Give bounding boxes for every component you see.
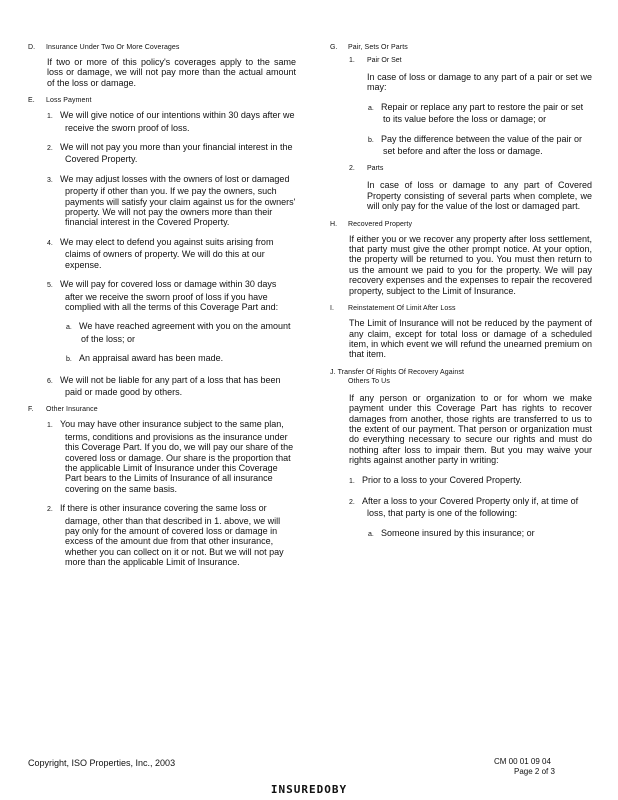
item-text: You may have other insurance subject to the same plan, terms, conditions and provisions as the insurance under this Coverage Part. If you do, we will pay our share of the covered loss or damage. Our share is the proportion that the applicable Limit of Insurance under this Coverage Part bears to the Limits of Insurance of all insurance covering on the same basis. xyxy=(60,419,294,494)
section-h-text: If either you or we recover any property after loss settlement, that party must give the other prompt notice. At your option, the property will be returned to you. You must then return to us the amount we paid to you for the property. We will pay recovery expenses and the expenses to repair the recovered property, subject to the Limit of Insurance. xyxy=(349,233,592,296)
section-d-heading xyxy=(28,44,296,51)
subsection-2-heading xyxy=(349,165,592,172)
right-column xyxy=(330,44,592,549)
item-number: 2. xyxy=(47,145,53,153)
list-item xyxy=(47,375,296,398)
item-text: We may elect to defend you against suits arising from claims of owners of property. We will do this at our expense. xyxy=(60,236,274,270)
section-title: J. Transfer Of Rights Of Recovery Against xyxy=(330,368,465,376)
item-number: 3. xyxy=(47,176,53,184)
page-number: Page 2 of 3 xyxy=(514,767,555,776)
list-item xyxy=(47,110,296,133)
item-text: We will not pay you more than your financial interest in the Covered Property. xyxy=(60,142,293,165)
list-item xyxy=(47,279,296,312)
item-number: 2. xyxy=(47,506,53,514)
item-number: 2. xyxy=(349,165,355,173)
item-text: Someone insured by this insurance; or xyxy=(381,527,535,538)
section-j-heading xyxy=(330,369,592,376)
section-f-heading xyxy=(28,406,296,413)
item-text: We will pay for covered loss or damage within 30 days after we receive the sworn proof of loss if you have complied with all the terms of this Coverage Part and: xyxy=(60,279,279,312)
item-text: An appraisal award has been made. xyxy=(79,353,224,364)
section-j-heading-cont xyxy=(348,378,592,385)
item-number: 1. xyxy=(349,57,355,64)
sub-item xyxy=(368,102,592,125)
item-number: 1. xyxy=(47,422,53,430)
subsection-2-text: In case of loss or damage to any part of Covered Property consisting of several parts when complete, we will only pay for the value of the lost or damaged part. xyxy=(367,180,592,212)
item-number: a. xyxy=(66,324,72,332)
brand-watermark: INSUREDOBY xyxy=(270,783,348,796)
item-text: We will give notice of our intentions within 30 days after we receive the sworn proof of loss. xyxy=(60,110,295,133)
item-number: 1. xyxy=(47,113,53,121)
subsection-title: Pair Or Set xyxy=(367,57,402,64)
item-number: a. xyxy=(368,530,374,538)
section-title: Insurance Under Two Or More Coverages xyxy=(46,44,180,51)
left-column xyxy=(28,44,296,577)
section-j-text: If any person or organization to or for whom we make payment under this Coverage Part has rights to recover damages from another, those rights are transferred to us to the extent of our payment. That person or organization must do everything necessary to secure our rights and must do nothing after loss to impair them. But you may waive your rights against another party in writing: xyxy=(349,392,592,466)
section-i-text: The Limit of Insurance will not be reduced by the payment of any claim, except for total loss or damage of a scheduled item, in which event we will refund the unearned premium on that item. xyxy=(349,318,592,360)
section-title: Recovered Property xyxy=(348,220,413,228)
list-item xyxy=(349,496,592,519)
subsection-title: Parts xyxy=(367,165,384,173)
section-title: Other Insurance xyxy=(46,406,98,414)
sub-item xyxy=(66,353,296,365)
section-letter: F. xyxy=(28,406,34,414)
section-i-heading xyxy=(330,305,592,312)
sub-item xyxy=(368,528,592,540)
item-number: b. xyxy=(368,136,374,144)
list-item xyxy=(47,503,296,567)
section-title: Pair, Sets Or Parts xyxy=(348,44,408,51)
subsection-1-heading xyxy=(349,57,592,64)
form-number: CM 00 01 09 04 xyxy=(494,757,551,766)
item-number: 6. xyxy=(47,377,53,385)
section-d-text: If two or more of this policy's coverages apply to the same loss or damage, we will not pay more than the actual amount of the loss or damage. xyxy=(47,57,296,88)
section-e-heading xyxy=(28,97,296,104)
section-h-heading xyxy=(330,221,592,228)
subsection-1-text: In case of loss or damage to any part of a pair or set we may: xyxy=(367,72,592,93)
section-letter: I. xyxy=(330,305,335,313)
item-number: a. xyxy=(368,104,374,112)
section-g-heading xyxy=(330,44,592,51)
item-text: We may adjust losses with the owners of lost or damaged property if other than you. If we pay the owners, such payments will satisfy your claim against us for the owners' property. We will not pay the owners more than their financial interest in the Covered Property. xyxy=(60,173,296,228)
list-item xyxy=(47,419,296,494)
form-info xyxy=(494,757,555,777)
item-text: After a loss to your Covered Property only if, at time of loss, that party is one of the following: xyxy=(362,495,579,519)
copyright-notice: Copyright, ISO Properties, Inc., 2003 xyxy=(28,758,176,768)
item-text: We have reached agreement with you on the amount of the loss; or xyxy=(79,321,291,344)
list-item xyxy=(47,237,296,270)
section-letter: G. xyxy=(330,44,338,51)
sub-item xyxy=(66,321,296,344)
list-item xyxy=(349,475,592,487)
section-letter: H. xyxy=(330,220,338,228)
item-number: 2. xyxy=(349,498,355,506)
item-text: Prior to a loss to your Covered Property. xyxy=(362,474,522,485)
item-number: 4. xyxy=(47,239,53,247)
item-number: 1. xyxy=(349,477,355,485)
sub-item xyxy=(368,134,592,157)
item-text: If there is other insurance covering the same loss or damage, other than that described in 1. above, we will pay only for the amount of covered loss or damage in excess of the amount due from that other insurance, whether you can collect on it or not. But we will not pay more than the applicable Limit of Insurance. xyxy=(60,503,284,568)
item-text: Repair or replace any part to restore the pair or set to its value before the loss or damage; or xyxy=(381,101,584,125)
section-title: Reinstatement Of Limit After Loss xyxy=(348,305,456,313)
item-text: We will not be liable for any part of a loss that has been paid or made good by others. xyxy=(60,374,281,397)
section-title: Others To Us xyxy=(348,377,390,385)
list-item xyxy=(47,174,296,228)
item-number: 5. xyxy=(47,282,53,290)
list-item xyxy=(47,142,296,165)
section-letter: E. xyxy=(28,97,35,105)
item-number: b. xyxy=(66,356,72,364)
item-text: Pay the difference between the value of the pair or set before and after the loss or damage. xyxy=(381,133,582,157)
section-title: Loss Payment xyxy=(46,97,92,105)
section-letter: D. xyxy=(28,44,36,51)
